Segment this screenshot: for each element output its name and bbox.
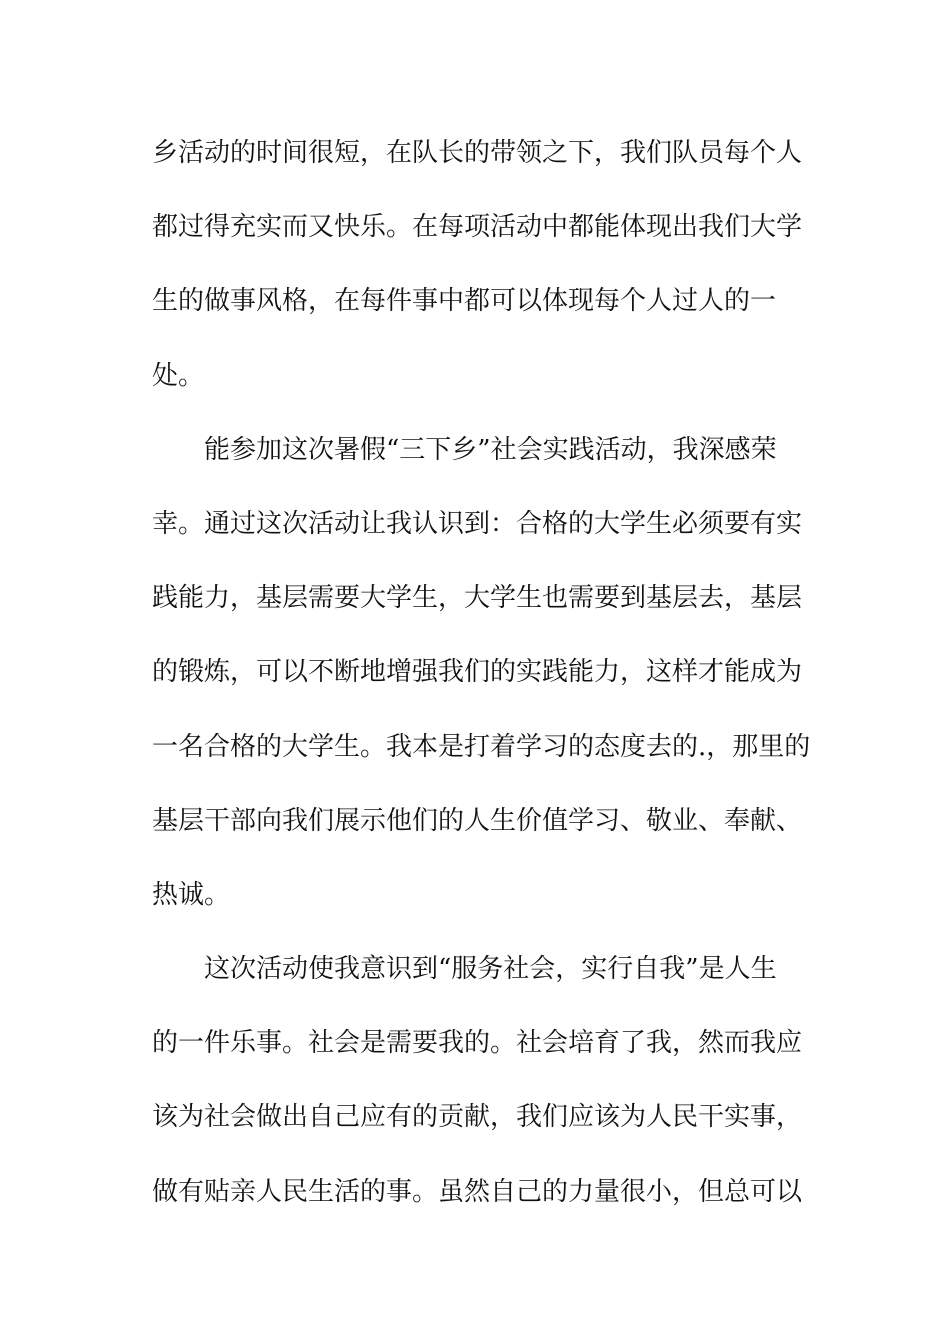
- body-text: [152, 127, 812, 1240]
- text-line: 都过得充实而又快乐。在每项活动中都能体现出我们大学: [152, 212, 803, 243]
- paragraph-first-line: 能参加这次暑假“三下乡”社会实践活动，我深感荣: [204, 434, 777, 465]
- text-line: 生的做事风格，在每件事中都可以体现每个人过人的一: [152, 286, 777, 317]
- text-line: 幸。通过这次活动让我认识到：合格的大学生必须要有实: [152, 508, 803, 539]
- text-line: 热诚。: [152, 879, 231, 910]
- text-line: 处。: [152, 360, 205, 391]
- text-line: 一名合格的大学生。我本是打着学习的态度去的.，那里的: [152, 731, 811, 762]
- text-line: 做有贴亲人民生活的事。虽然自己的力量很小，但总可以: [152, 1176, 803, 1207]
- text-line: 基层干部向我们展示他们的人生价值学习、敬业、奉献、: [152, 805, 803, 836]
- text-line: 该为社会做出自己应有的贡献，我们应该为人民干实事，: [152, 1102, 803, 1133]
- paragraph-first-line: 这次活动使我意识到“服务社会，实行自我”是人生: [204, 954, 777, 985]
- text-line: 的一件乐事。社会是需要我的。社会培育了我，然而我应: [152, 1028, 803, 1059]
- text-line: 乡活动的时间很短，在队长的带领之下，我们队员每个人: [152, 138, 803, 168]
- text-line: 践能力，基层需要大学生，大学生也需要到基层去，基层: [152, 583, 803, 614]
- text-line: 的锻炼，可以不断地增强我们的实践能力，这样才能成为: [152, 657, 803, 688]
